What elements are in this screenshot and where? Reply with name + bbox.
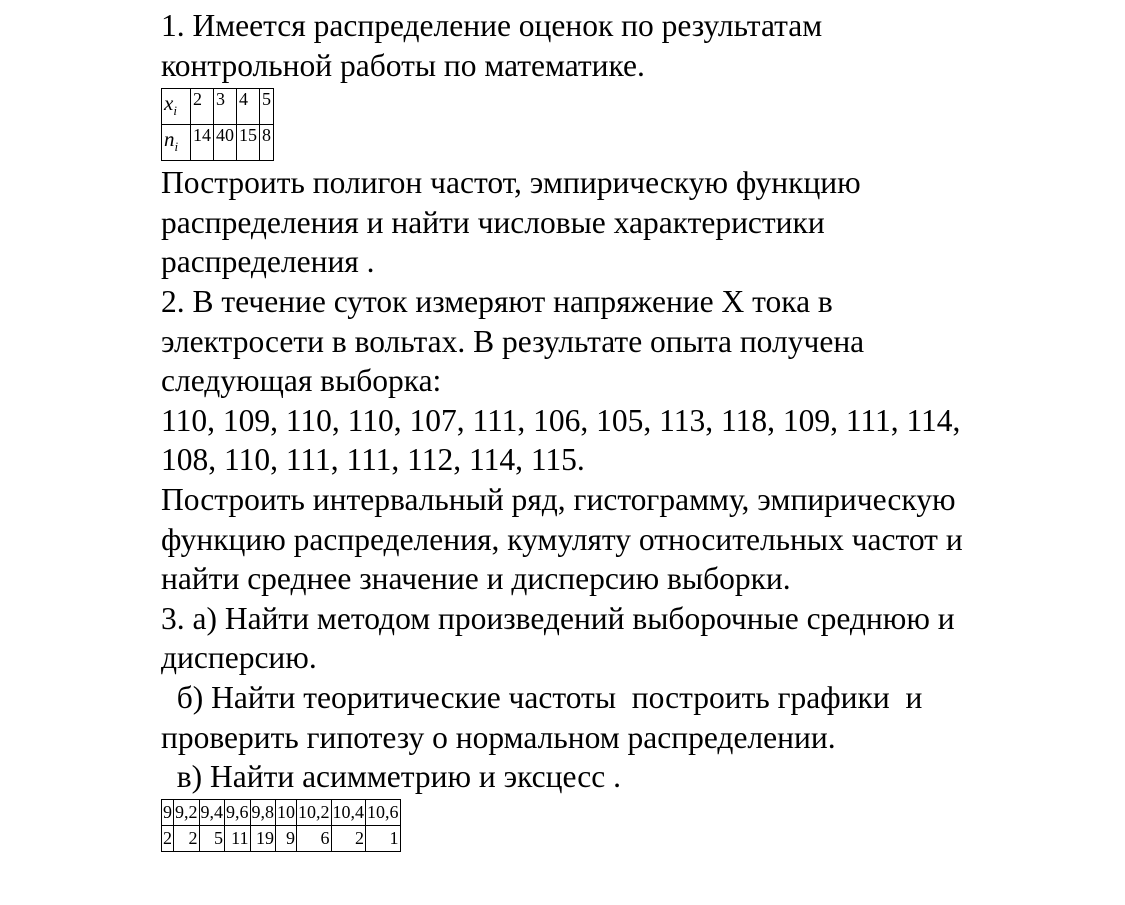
table-cell: 10,2: [297, 799, 332, 825]
grades-distribution-table: [161, 88, 274, 161]
table-cell: 5: [260, 89, 274, 125]
table-cell: 1: [366, 825, 401, 851]
problem2-line-8: найти среднее значение и дисперсию выборки.: [161, 561, 791, 597]
table-cell: 2: [174, 825, 200, 851]
frequency-table: [161, 799, 401, 852]
document-page: [161, 6, 1061, 852]
table-cell: 9,6: [225, 799, 251, 825]
variable-n-cell: [162, 125, 191, 161]
table-cell: 10: [276, 799, 297, 825]
table-cell: 9: [276, 825, 297, 851]
table-cell: 9: [162, 799, 174, 825]
table-cell: 9,4: [199, 799, 225, 825]
table-cell: 9,8: [250, 799, 276, 825]
variable-subscript: i: [173, 102, 177, 118]
table-cell: 2: [331, 825, 366, 851]
table-cell: 2: [191, 89, 214, 125]
problem1-intro-line-2: контрольной работы по математике.: [161, 47, 645, 83]
problem3-line-1: 3. а) Найти методом произведений выборочные среднюю и: [161, 600, 955, 636]
table-row: [162, 125, 274, 161]
table-cell: 3: [214, 89, 237, 125]
variable-subscript: i: [174, 138, 179, 154]
table-cell: 2: [162, 825, 174, 851]
table-cell: 11: [225, 825, 251, 851]
table-cell: 14: [191, 125, 214, 161]
table-cell: 40: [214, 125, 237, 161]
problem1-task-line-1: Построить полигон частот, эмпирическую функцию: [161, 165, 861, 201]
table-cell: 10,4: [331, 799, 366, 825]
variable-x-cell: [162, 89, 191, 125]
problem2-line-6: Построить интервальный ряд, гистограмму, эмпирическую: [161, 481, 956, 517]
table-cell: 10,6: [366, 799, 401, 825]
problem1-task-line-2: распределения и найти числовые характеристики: [161, 204, 825, 240]
table-cell: 9,2: [174, 799, 200, 825]
problem2-sample-line-2: 108, 110, 111, 111, 112, 114, 115.: [161, 442, 585, 478]
table-cell: 6: [297, 825, 332, 851]
table-row: [162, 89, 274, 125]
problem2-line-2: электросети в вольтах. В результате опыта получена: [161, 323, 865, 359]
problem1-intro-line-1: 1. Имеется распределение оценок по результатам: [161, 8, 823, 43]
table-cell: 8: [260, 125, 274, 161]
problem3-line-3: б) Найти теоритические частоты построить графики и: [161, 679, 923, 715]
problem2-line-7: функцию распределения, кумуляту относительных частот и: [161, 521, 963, 557]
table-cell: 19: [250, 825, 276, 851]
table-row: [162, 825, 401, 851]
problem2-sample-line-1: 110, 109, 110, 110, 107, 111, 106, 105, 113, 118, 109, 111, 114,: [161, 402, 961, 438]
table-cell: 4: [237, 89, 260, 125]
problem3-line-4: проверить гипотезу о нормальном распределении.: [161, 719, 836, 755]
problem3-line-2: дисперсию.: [161, 640, 317, 676]
problem3-line-5: в) Найти асимметрию и эксцесс .: [161, 759, 621, 795]
table-row: [162, 799, 401, 825]
problem1-task-line-3: распределения .: [161, 244, 375, 280]
variable-symbol: n: [164, 126, 175, 151]
table-cell: 15: [237, 125, 260, 161]
problem2-line-1: 2. В течение суток измеряют напряжение X тока в: [161, 283, 833, 319]
table-cell: 5: [199, 825, 225, 851]
problem2-line-3: следующая выборка:: [161, 363, 442, 399]
variable-symbol: x: [164, 90, 174, 115]
